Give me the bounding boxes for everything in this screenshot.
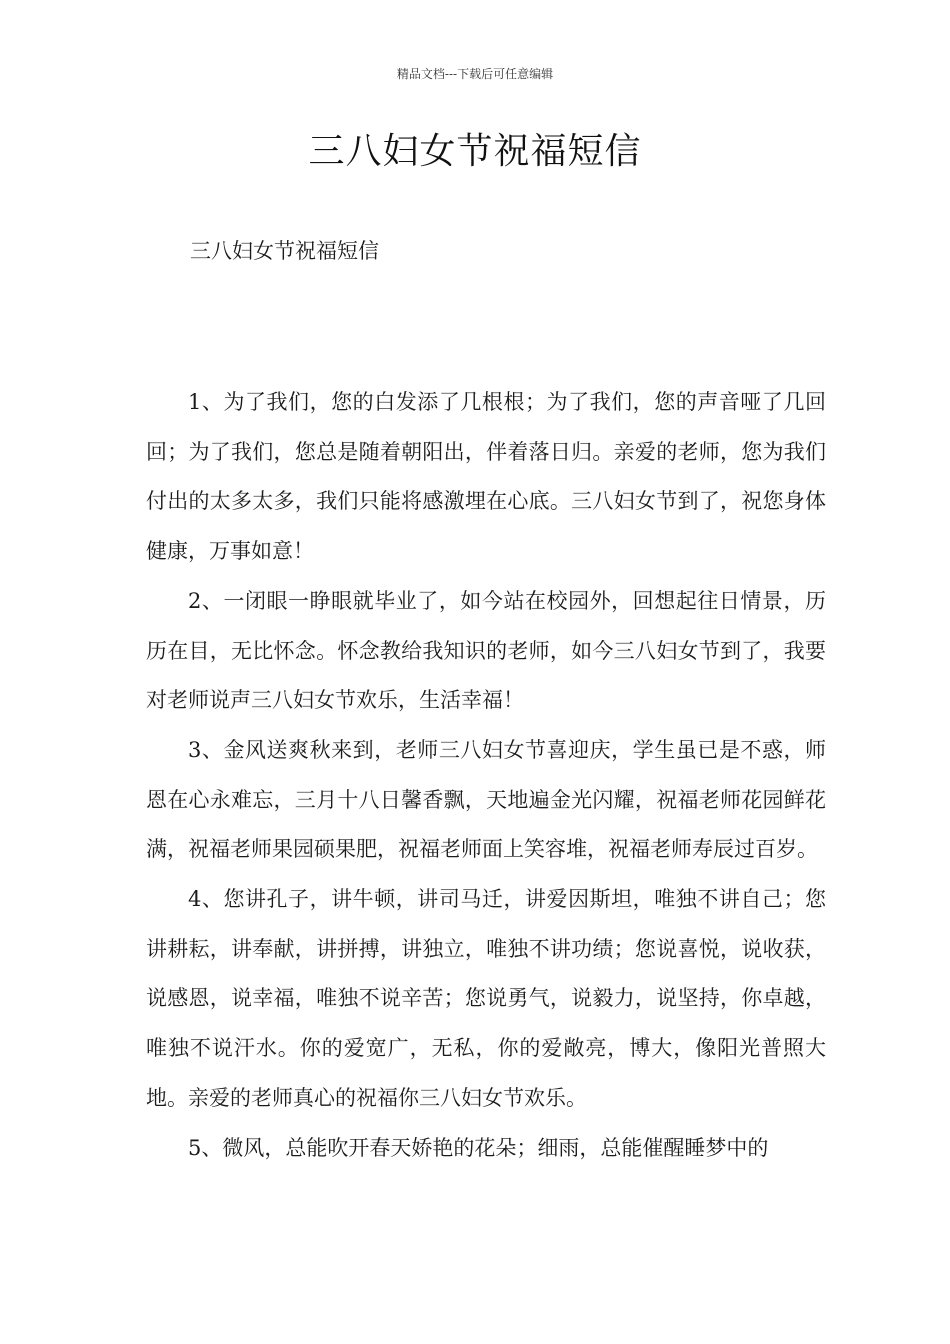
paragraph-2: 2、一闭眼一睁眼就毕业了，如今站在校园外，回想起往日情景，历历在目，无比怀念。怀念教给我知识的老师，如今三八妇女节到了，我要对老师说声三八妇女节欢乐，生活幸福！ xyxy=(146,588,826,713)
document-title: 三八妇女节祝福短信 xyxy=(308,131,642,172)
document-subtitle: 三八妇女节祝福短信 xyxy=(190,239,379,263)
paragraph-1: 1、为了我们，您的白发添了几根根；为了我们，您的声音哑了几回回；为了我们，您总是随着朝阳出，伴着落日归。亲爱的老师，您为我们付出的太多太多，我们只能将感激埋在心底。三八妇女节到了，祝您身体健康，万事如意！ xyxy=(146,390,826,564)
paragraph-4: 4、您讲孔子，讲牛顿，讲司马迁，讲爱因斯坦，唯独不讲自己；您讲耕耘，讲奉献，讲拼搏，讲独立，唯独不讲功绩；您说喜悦，说收获，说感恩，说幸福，唯独不说辛苦；您说勇气，说毅力，说坚持，你卓越，唯独不说汗水。你的爱宽广，无私，你的爱敞亮，博大，像阳光普照大地。亲爱的老师真心的祝福你三八妇女节欢乐。 xyxy=(146,887,826,1110)
header-note: 精品文档---下载后可任意编辑 xyxy=(396,67,554,81)
document-body xyxy=(146,378,826,1173)
paragraph-5: 5、微风，总能吹开春天娇艳的花朵；细雨，总能催醒睡梦中的 xyxy=(188,1135,769,1160)
paragraph-3: 3、金风送爽秋来到，老师三八妇女节喜迎庆，学生虽已是不惑，师恩在心永难忘，三月十八日馨香飘，天地遍金光闪耀，祝福老师花园鲜花满，祝福老师果园硕果肥，祝福老师面上笑容堆，祝福老师寿辰过百岁。 xyxy=(146,737,826,862)
